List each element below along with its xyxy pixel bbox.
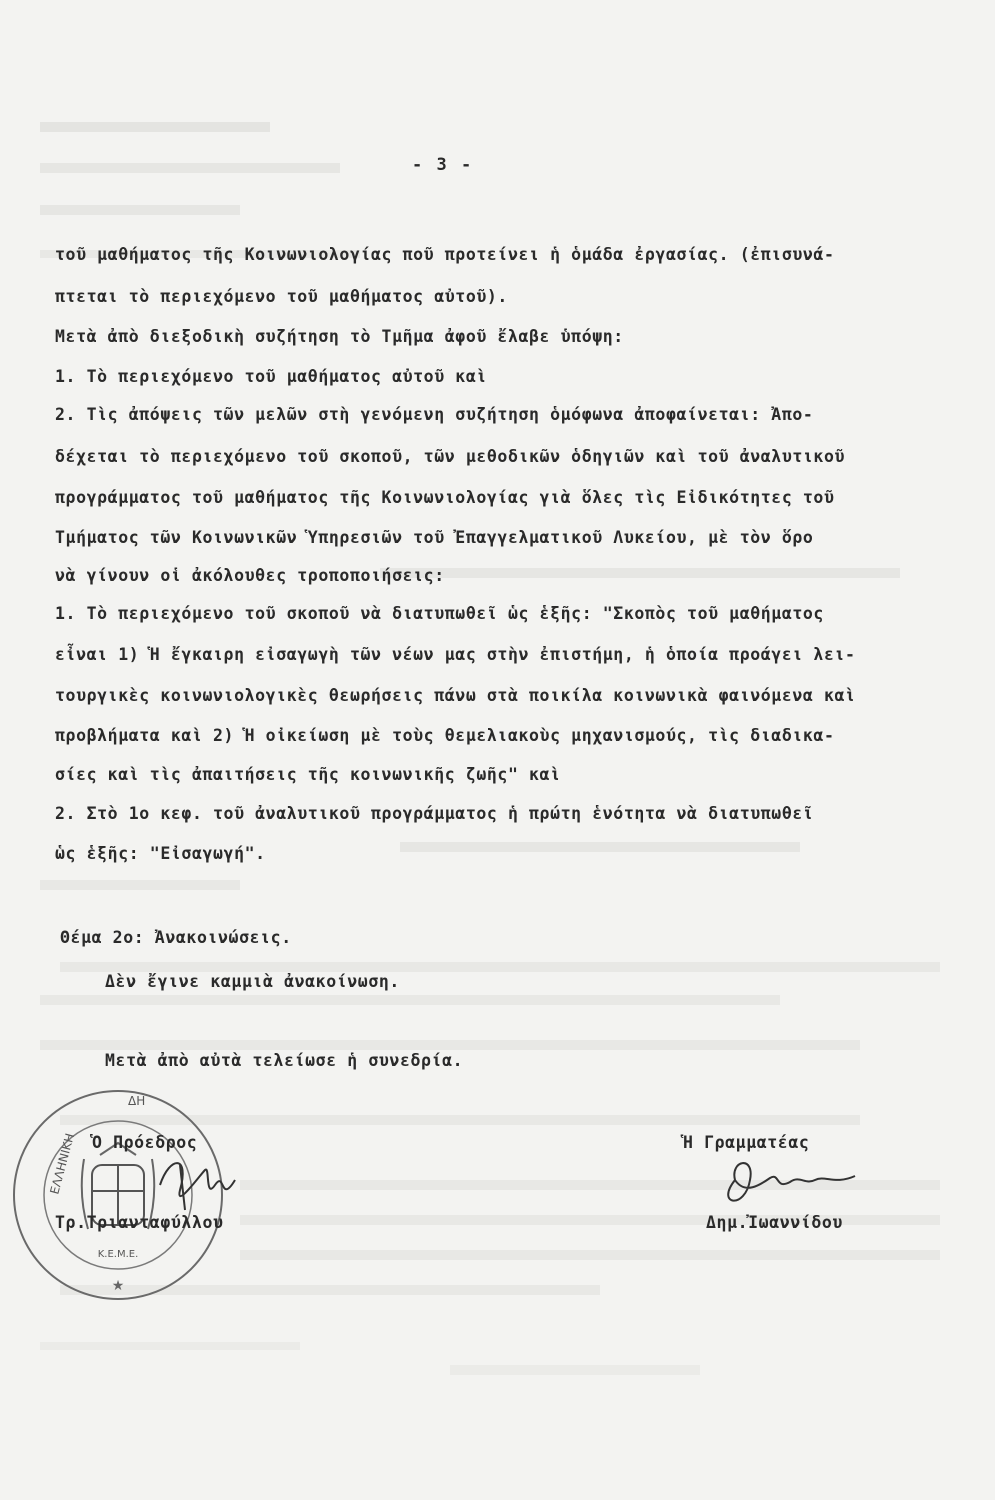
president-title: Ὁ Πρόεδρος (92, 1133, 198, 1152)
body-line: τουργικὲς κοινωνιολογικὲς θεωρήσεις πάνω στὰ ποικίλα κοινωνικὰ φαινόμενα καὶ (55, 686, 856, 705)
body-line: εἶναι 1) Ἡ ἔγκαιρη εἰσαγωγὴ τῶν νέων μας στὴν ἐπιστήμη, ἡ ὁποία προάγει λει- (55, 645, 856, 664)
secretary-name: Δημ.Ἰωαννίδου (706, 1213, 843, 1232)
seal-inner-text: Κ.Ε.Μ.Ε. (97, 1249, 139, 1260)
closing-text: Μετὰ ἀπὸ αὐτὰ τελείωσε ἡ συνεδρία. (105, 1051, 464, 1070)
body-line: 2. Τὶς ἀπόψεις τῶν μελῶν στὴ γενόμενη συζήτηση ὁμόφωνα ἀποφαίνεται: Ἀπο- (55, 405, 814, 424)
body-line: προβλήματα καὶ 2) Ἡ οἰκείωση μὲ τοὺς θεμελιακοὺς μηχανισμούς, τὶς διαδικα- (55, 726, 835, 745)
president-handwritten-signature (150, 1145, 250, 1215)
page-number: - 3 - (412, 155, 474, 175)
body-line: Τμήματος τῶν Κοινωνικῶν Ὑπηρεσιῶν τοῦ Ἐπαγγελματικοῦ Λυκείου, μὲ τὸν ὅρο (55, 528, 814, 547)
svg-text:ΔΗ: ΔΗ (128, 1094, 146, 1108)
president-name: Τρ.Τριανταφύλλου (55, 1213, 224, 1232)
body-line: πτεται τὸ περιεχόμενο τοῦ μαθήματος αὐτοῦ). (55, 287, 508, 306)
body-line: δέχεται τὸ περιεχόμενο τοῦ σκοποῦ, τῶν μεθοδικῶν ὁδηγιῶν καὶ τοῦ ἀναλυτικοῦ (55, 447, 846, 466)
topic-heading: Θέμα 2ο: Ἀνακοινώσεις. (60, 928, 292, 947)
body-line: 1. Τὸ περιεχόμενο τοῦ σκοποῦ νὰ διατυπωθεῖ ὡς ἑξῆς: "Σκοπὸς τοῦ μαθήματος (55, 604, 824, 623)
body-line: νὰ γίνουν οἱ ἀκόλουθες τροποποιήσεις: (55, 566, 445, 585)
body-line: προγράμματος τοῦ μαθήματος τῆς Κοινωνιολογίας γιὰ ὅλες τὶς Εἰδικότητες τοῦ (55, 488, 835, 507)
body-line: 2. Στὸ 1ο κεφ. τοῦ ἀναλυτικοῦ προγράμματος ἡ πρώτη ἑνότητα νὰ διατυπωθεῖ (55, 804, 814, 823)
announcement-text: Δὲν ἔγινε καμμιὰ ἀνακοίνωση. (105, 972, 400, 991)
body-line: τοῦ μαθήματος τῆς Κοινωνιολογίας ποῦ προτείνει ἡ ὁμάδα ἐργασίας. (ἐπισυνά- (55, 245, 835, 264)
svg-text:ΕΛΛΗΝΙΚΗ: ΕΛΛΗΝΙΚΗ (47, 1131, 78, 1196)
svg-text:★: ★ (111, 1278, 125, 1294)
body-line: 1. Τὸ περιεχόμενο τοῦ μαθήματος αὐτοῦ καὶ (55, 367, 487, 386)
body-line: σίες καὶ τὶς ἀπαιτήσεις τῆς κοινωνικῆς ζωῆς" καὶ (55, 765, 561, 784)
body-line: Μετὰ ἀπὸ διεξοδικὴ συζήτηση τὸ Τμῆμα ἀφοῦ ἔλαβε ὑπόψη: (55, 327, 624, 346)
secretary-handwritten-signature (715, 1150, 865, 1210)
secretary-title: Ἡ Γραμματέας (683, 1133, 810, 1152)
body-line: ὡς ἑξῆς: "Εἰσαγωγή". (55, 844, 266, 863)
